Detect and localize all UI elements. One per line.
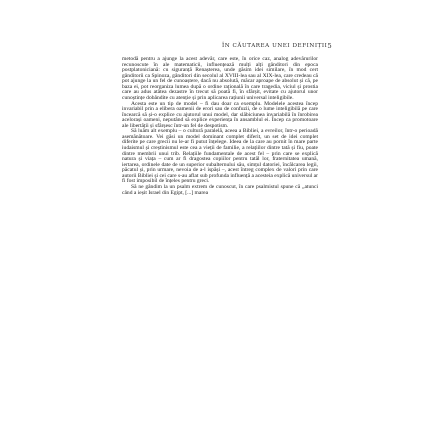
- running-header: [222, 40, 332, 52]
- paragraph: metodă pentru a ajunge la acest adevăr, care este, în orice caz, analog adevărurilor recunoscute în ale matematicii, influențează mulți alți gânditori din epoca postplatoniciană: cu siguranță Renașterea, unde găsim idei similare, în mod cert gânditorii ca Spinoza, gânditori din secolul al XVIII-lea sau al XIX-lea, care credeau că pot ajunge la un fel de cunoaștere, dacă nu absolută, măcar aproape de absolut și că, pe baza ei, pot reorganiza lumea după o ordine rațională în care tragedia, viciul și prostia care au adus atâtea dezastre în trecut să poată fi, în sfârșit, evitate cu ajutorul unor cunoștințe dobândite cu atenție și prin aplicarea rațiunii universal inteligibile.: [122, 56, 318, 101]
- paragraph: Să ne gândim la un psalm extrem de cunoscut, în care psalmistul spune că „atunci când a ieșit Israel din Egipt, [...] marea: [122, 183, 318, 196]
- page-number: 5: [327, 42, 332, 50]
- paragraph: Acesta este un tip de model – fi dau doar ca exemplu. Modelele acestea încep invariabil prin a elibera oamenii de erori sau de confuzii, de o lume inteligibilă pe care încearcă să și-o explice cu ajutorul unui model, dar slăbiciunea invariabilă în înrobirea acelorași oameni, neputând să explice experiența în ansamblul ei. Încep ca promotoare ale libertății și sfârșesc într-un fel de despotism.: [122, 100, 318, 129]
- body-text: [122, 57, 318, 196]
- running-title: ÎN CĂUTAREA UNEI DEFINIȚII: [222, 43, 328, 49]
- paragraph: Să luăm alt exemplu – o cultură paralelă, aceea a Bibliei, a evreilor, într-o perioadă asemănătoare. Vei găsi un model dominant complet diferit, un set de idei complet diferite pe care grecii nu le-ar fi putut înțelege. Ideea de la care au pornit în mare parte iudaismul și creștinismul este cea a vieții de familie, a relațiilor dintre tată și fiu, poate dintre membrii unui trib. Relațiile fundamentale de acest fel – prin care se explică natura și viața – cum ar fi dragostea copiilor pentru tatăl lor, fraternitatea umană, iertarea, ordinele date de un superior subalternului său, simțul datoriei, încălcarea legii, păcatul și, prin urmare, nevoia de a-l ispăși –, acest întreg complex de valori prin care autorii Bibliei și cei care s-au aflat sub profunda influență a acesteia explică universul ar fi fost imposibil de înțeles pentru greci.: [122, 128, 318, 185]
